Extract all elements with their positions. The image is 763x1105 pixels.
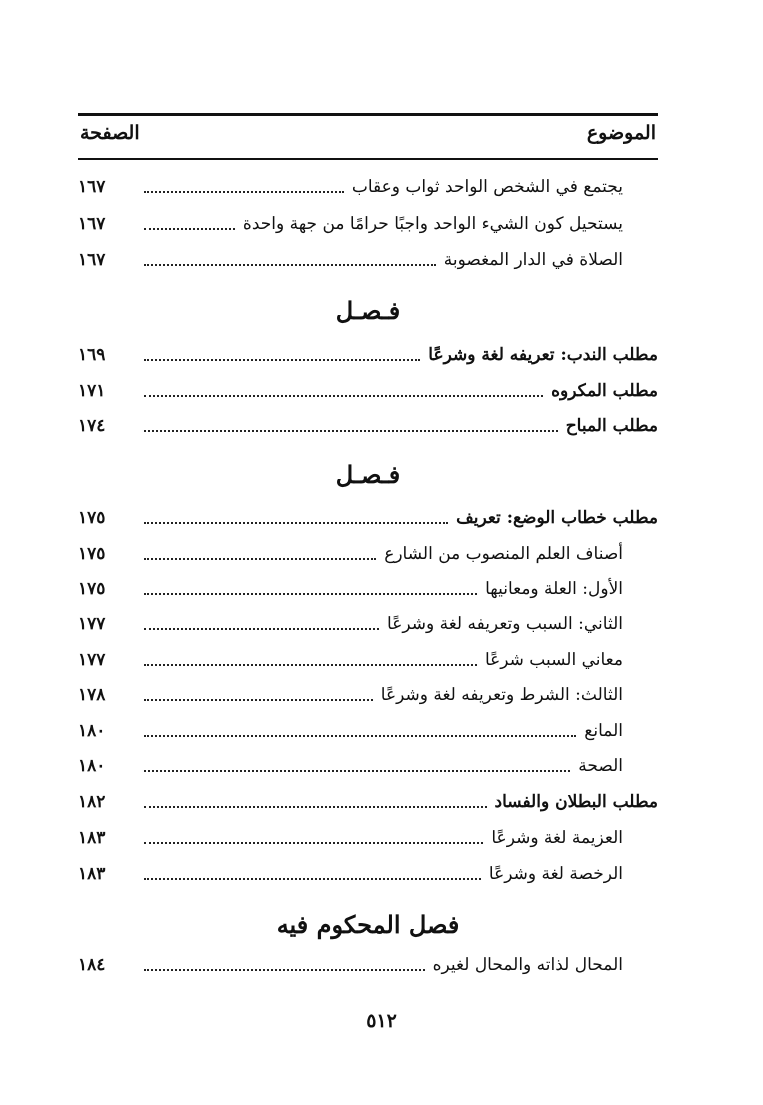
toc-entry-title: الثالث: الشرط وتعريفه لغة وشرعًا	[380, 685, 623, 705]
toc-entry-page: ١٦٩	[78, 345, 106, 365]
toc-entry	[78, 411, 658, 441]
toc-entry	[78, 172, 623, 202]
toc-entry-page: ١٨٣	[78, 864, 106, 884]
toc-entry-title: الثاني: السبب وتعريفه لغة وشرعًا	[387, 614, 623, 634]
toc-entry	[78, 245, 623, 275]
toc-entry-page: ١٧٥	[78, 508, 106, 528]
toc-entry-title: مطلب المكروه	[551, 381, 658, 401]
toc-entry	[78, 859, 623, 889]
toc-entry-page: ١٦٧	[78, 214, 106, 234]
dot-leader	[144, 263, 436, 266]
toc-entry	[78, 645, 623, 675]
dot-leader	[144, 769, 570, 772]
toc-entry-title: معاني السبب شرعًا	[484, 650, 623, 670]
toc-entry	[78, 751, 623, 781]
toc-entry	[78, 609, 623, 639]
toc-header	[78, 122, 658, 150]
top-rule	[78, 113, 658, 116]
dot-leader	[144, 805, 487, 808]
toc-entry	[78, 950, 623, 980]
toc-entry	[78, 823, 623, 853]
dot-leader	[144, 841, 483, 844]
dot-leader	[144, 592, 477, 595]
toc-entry	[78, 716, 623, 746]
page-number: ٥١٢	[366, 1010, 397, 1032]
dot-leader	[144, 190, 344, 193]
toc-entry-page: ١٧١	[78, 381, 106, 401]
section-heading-2: فـصـل	[335, 460, 401, 489]
toc-entry-page: ١٦٧	[78, 177, 106, 197]
toc-entry-page: ١٧٧	[78, 614, 106, 634]
toc-entry-page: ١٧٥	[78, 544, 106, 564]
toc-entry-page: ١٨٣	[78, 828, 106, 848]
toc-entry	[78, 503, 658, 533]
topic-heading: الموضوع	[586, 122, 656, 144]
toc-entry	[78, 787, 658, 817]
dot-leader	[144, 394, 543, 397]
toc-entry-page: ١٧٤	[78, 416, 106, 436]
toc-entry-title: يجتمع في الشخص الواحد ثواب وعقاب	[351, 177, 623, 197]
toc-entry-page: ١٨٠	[78, 721, 106, 741]
toc-entry-title: مطلب المباح	[565, 416, 658, 436]
toc-entry	[78, 376, 658, 406]
dot-leader	[144, 698, 373, 701]
dot-leader	[144, 968, 425, 971]
section-heading-3: فصل المحكوم فيه	[276, 910, 460, 939]
toc-entry-title: الرخصة لغة وشرعًا	[488, 864, 623, 884]
toc-entry-page: ١٨٤	[78, 955, 106, 975]
section-heading-1: فـصـل	[335, 296, 401, 325]
toc-entry-page: ١٧٧	[78, 650, 106, 670]
toc-entry-page: ١٨٢	[78, 792, 106, 812]
dot-leader	[144, 877, 481, 880]
toc-entry-page: ١٧٥	[78, 579, 106, 599]
toc-entry-title: العزيمة لغة وشرعًا	[491, 828, 623, 848]
toc-entry-title: يستحيل كون الشيء الواحد واجبًا حرامًا من جهة واحدة	[242, 214, 623, 234]
toc-entry-title: مطلب البطلان والفساد	[494, 792, 658, 812]
toc-entry-page: ١٨٠	[78, 756, 106, 776]
toc-entry	[78, 574, 623, 604]
toc-entry-title: المحال لذاته والمحال لغيره	[432, 955, 623, 975]
page-heading: الصفحة	[80, 122, 140, 144]
toc-entry	[78, 209, 623, 239]
toc-entry-title: الصحة	[578, 756, 623, 776]
dot-leader	[144, 557, 376, 560]
toc-entry-title: أصناف العلم المنصوب من الشارع	[384, 544, 623, 564]
toc-entry	[78, 539, 623, 569]
dot-leader	[144, 227, 235, 230]
toc-entry-page: ١٦٧	[78, 250, 106, 270]
dot-leader	[144, 521, 448, 524]
dot-leader	[144, 663, 477, 666]
dot-leader	[144, 358, 420, 361]
toc-entry-title: مطلب الندب: تعريفه لغة وشرعًا	[428, 345, 658, 365]
toc-entry	[78, 340, 658, 370]
dot-leader	[144, 627, 379, 630]
toc-entry	[78, 680, 623, 710]
toc-entry-title: مطلب خطاب الوضع: تعريف	[456, 508, 658, 528]
toc-entry-page: ١٧٨	[78, 685, 106, 705]
toc-entry-title: الصلاة في الدار المغصوبة	[443, 250, 623, 270]
header-rule	[78, 158, 658, 160]
toc-entry-title: المانع	[584, 721, 623, 741]
dot-leader	[144, 429, 558, 432]
toc-entry-title: الأول: العلة ومعانيها	[485, 579, 623, 599]
dot-leader	[144, 734, 576, 737]
